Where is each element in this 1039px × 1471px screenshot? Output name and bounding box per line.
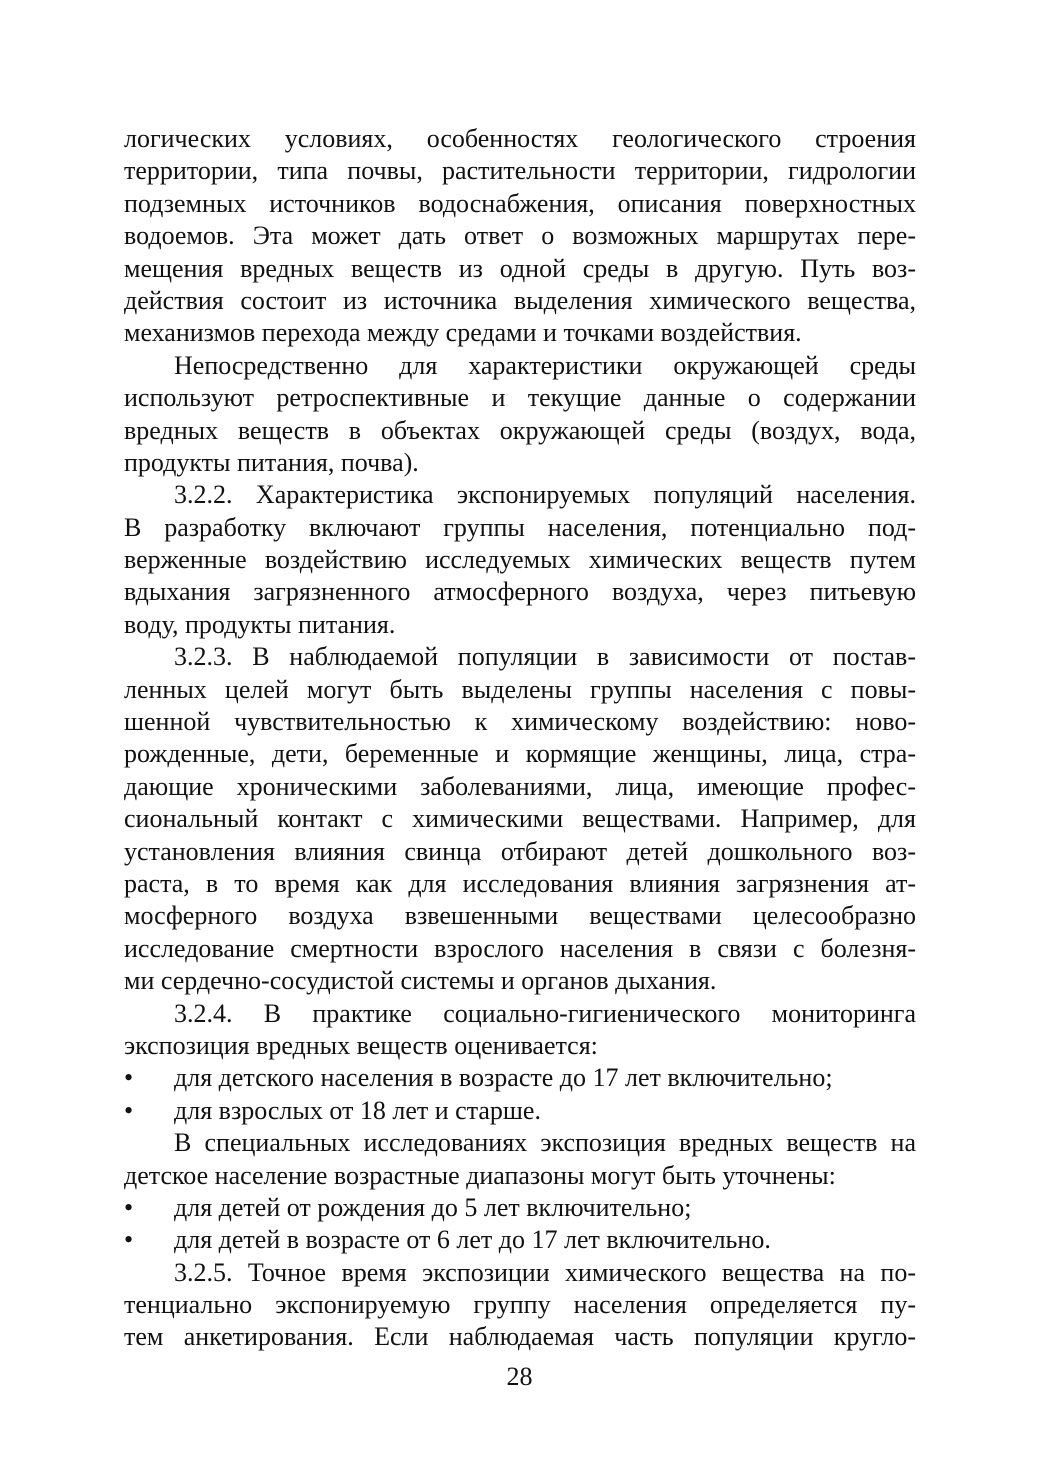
bullet-icon: •	[124, 1095, 134, 1125]
text-line: раста, в то время как для исследования влияния загрязнения ат-	[124, 868, 916, 898]
text-line: механизмов перехода между средами и точками воздействия.	[124, 318, 802, 348]
text-line: рожденные, дети, беременные и кормящие женщины, лица, стра-	[124, 739, 916, 769]
text-line: сиональный контакт с химическими веществами. Например, для	[124, 804, 916, 834]
text-line: исследование смертности взрослого населения в связи с болезня-	[124, 933, 916, 963]
text-line: ленных целей могут быть выделены группы населения с повы-	[124, 674, 916, 704]
text-line: установления влияния свинца отбирают детей дошкольного воз-	[124, 836, 916, 866]
text-line: подземных источников водоснабжения, описания поверхностных	[124, 188, 916, 218]
text-line: используют ретроспективные и текущие данные о содержании	[124, 383, 916, 413]
text-line: тенциально экспонируемую группу населения определяется пу-	[124, 1290, 916, 1320]
text-line: действия состоит из источника выделения химического вещества,	[124, 285, 916, 315]
text-line: продукты питания, почва).	[124, 447, 419, 477]
list-item-text: для взрослых от 18 лет и старше.	[174, 1095, 541, 1125]
text-line: детское население возрастные диапазоны могут быть уточнены:	[124, 1160, 836, 1190]
text-line: шенной чувствительностью к химическому воздействию: ново-	[124, 707, 916, 737]
text-line: Непосредственно для характеристики окружающей среды	[174, 350, 916, 380]
bullet-icon: •	[124, 1192, 134, 1222]
text-line: вредных веществ в объектах окружающей среды (воздух, вода,	[124, 415, 916, 445]
text-line: мещения вредных веществ из одной среды в другую. Путь воз-	[124, 253, 916, 283]
list-item-text: для детей от рождения до 5 лет включительно;	[174, 1192, 692, 1222]
text-line: мосферного воздуха взвешенными веществами целесообразно	[124, 901, 916, 931]
text-line: 3.2.4. В практике социально-гигиенического мониторинга	[174, 998, 916, 1028]
text-line: экспозиция вредных веществ оценивается:	[124, 1030, 598, 1060]
page-number: 28	[506, 1362, 533, 1391]
text-line: вдыхания загрязненного атмосферного воздуха, через питьевую	[124, 577, 916, 607]
list-item-text: для детей в возрасте от 6 лет до 17 лет включительно.	[174, 1225, 771, 1255]
list-item-text: для детского населения в возрасте до 17 лет включительно;	[174, 1063, 833, 1093]
body-text	[124, 123, 916, 1354]
text-line: ми сердечно-сосудистой системы и органов дыхания.	[124, 966, 717, 996]
section-heading-3-2-2: 3.2.2. Характеристика экспонируемых популяций населения.	[174, 480, 916, 510]
text-line: верженные воздействию исследуемых химических веществ путем	[124, 545, 916, 575]
text-line: логических условиях, особенностях геологического строения	[124, 124, 916, 153]
text-line: водоемов. Эта может дать ответ о возможных маршрутах пере-	[124, 221, 916, 251]
text-line: В разработку включают группы населения, потенциально под-	[124, 512, 916, 542]
bullet-icon: •	[124, 1225, 134, 1255]
text-line: 3.2.5. Точное время экспозиции химического вещества на по-	[174, 1257, 916, 1287]
text-line: территории, типа почвы, растительности территории, гидрологии	[124, 156, 916, 186]
list-item	[124, 1095, 916, 1127]
text-line: 3.2.3. В наблюдаемой популяции в зависимости от постав-	[174, 642, 916, 672]
text-line: В специальных исследованиях экспозиция вредных веществ на	[174, 1128, 916, 1158]
bullet-icon: •	[124, 1063, 134, 1093]
list-item	[124, 1062, 916, 1094]
list-item	[124, 1192, 916, 1224]
text-line: дающие хроническими заболеваниями, лица, имеющие профес-	[124, 771, 916, 801]
text-line: воду, продукты питания.	[124, 609, 396, 639]
list-item	[124, 1224, 916, 1256]
text-line: тем анкетирования. Если наблюдаемая часть популяции кругло-	[124, 1322, 916, 1352]
